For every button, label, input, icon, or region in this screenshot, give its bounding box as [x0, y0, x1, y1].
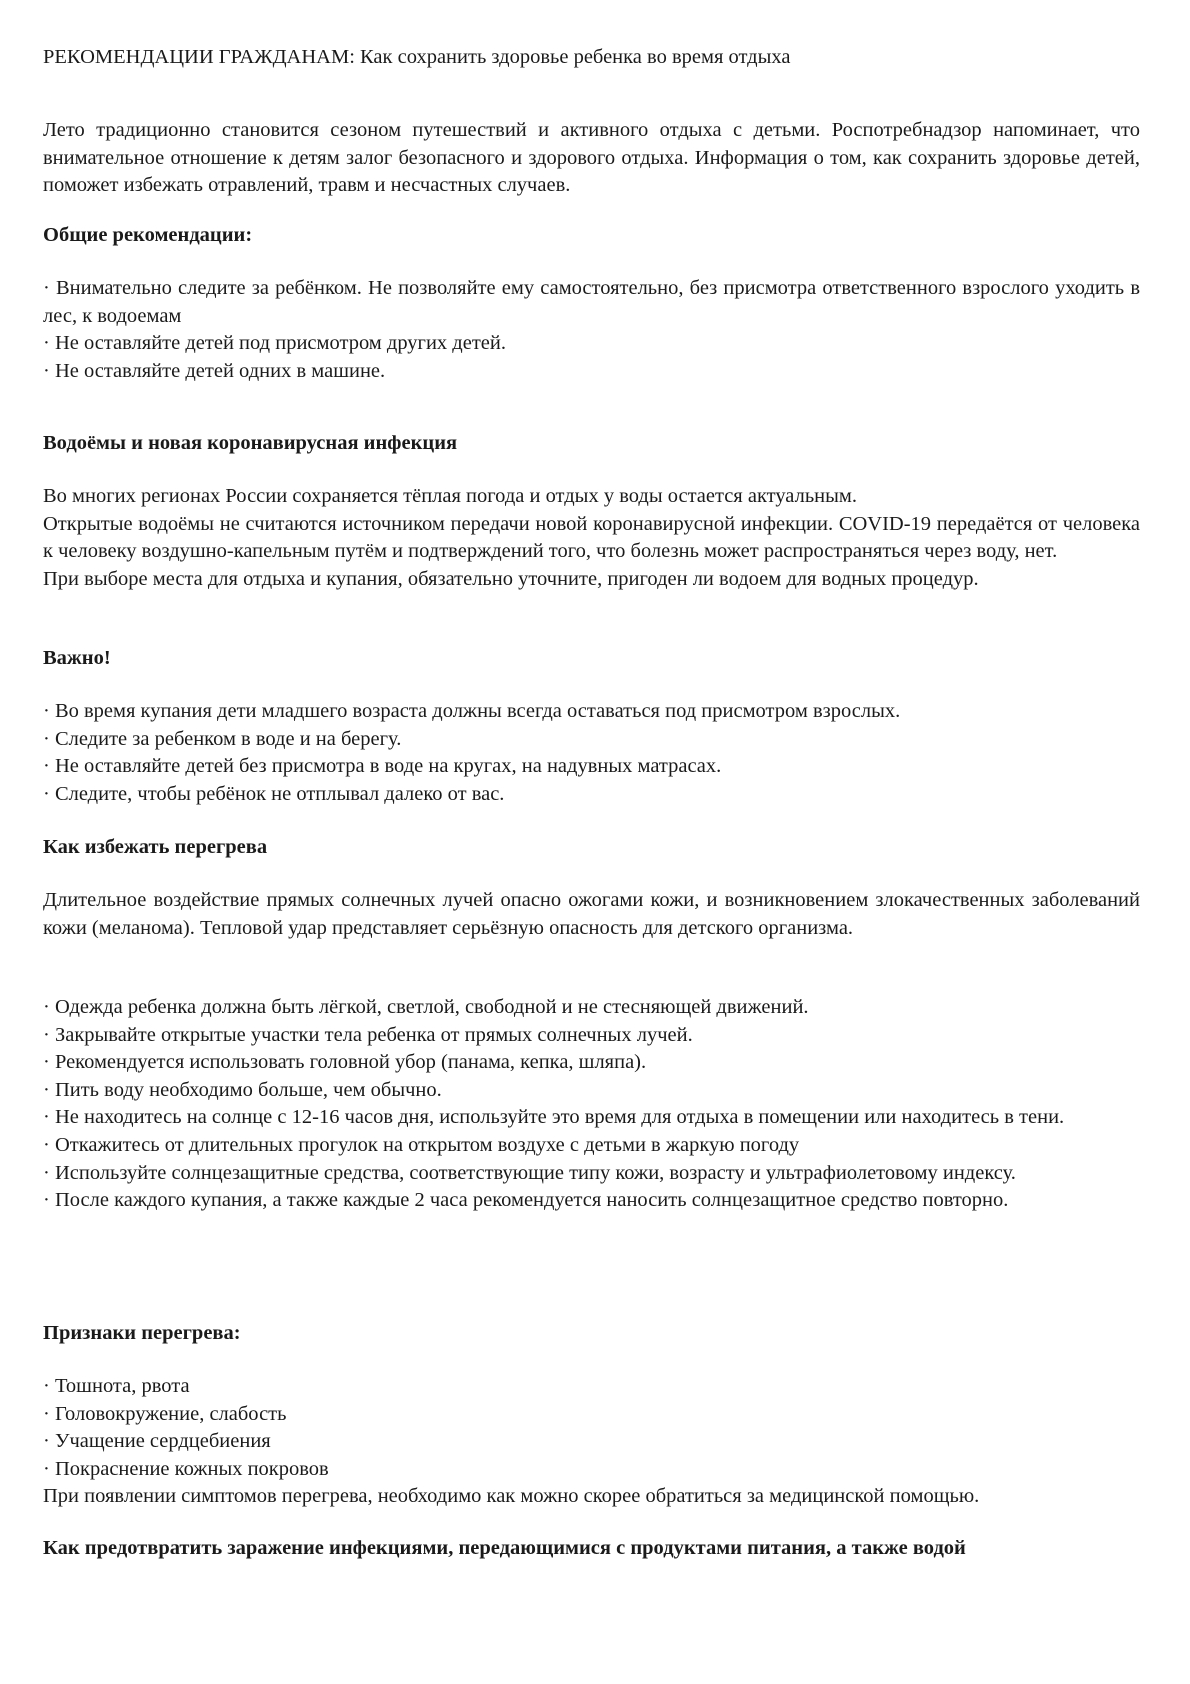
list-item: · Рекомендуется использовать головной убор (панама, кепка, шляпа). — [43, 1051, 647, 1074]
page-title: РЕКОМЕНДАЦИИ ГРАЖДАНАМ: Как сохранить здоровье ребенка во время отдыха — [43, 46, 791, 68]
signs-list — [43, 1373, 1140, 1511]
list-item: · Откажитесь от длительных прогулок на открытом воздухе с детьми в жаркую погоду — [43, 1133, 800, 1156]
list-item: · Не оставляйте детей под присмотром других детей. — [43, 332, 506, 355]
list-item: · Головокружение, слабость — [43, 1402, 287, 1425]
overheat-paragraph: Длительное воздействие прямых солнечных лучей опасно ожогами кожи, и возникновением злокачественных заболеваний кожи (меланома). Тепловой удар представляет серьёзную опасность для детского организма. — [43, 889, 1140, 939]
list-item: · Одежда ребенка должна быть лёгкой, светлой, свободной и не стесняющей движений. — [43, 996, 809, 1018]
list-item: · Следите за ребенком в воде и на берегу. — [43, 727, 402, 750]
list-item: · Внимательно следите за ребёнком. Не позволяйте ему самостоятельно, без присмотра ответственного взрослого уходить в лес, к водоемам — [43, 277, 1140, 327]
overheat-heading: Как избежать перегрева — [43, 836, 268, 858]
water-paragraph-3: При выборе места для отдыха и купания, обязательно уточните, пригоден ли водоем для водных процедур. — [43, 567, 979, 590]
list-item: · Учащение сердцебиения — [43, 1430, 271, 1453]
general-heading: Общие рекомендации: — [43, 224, 253, 246]
important-heading: Важно! — [43, 647, 111, 669]
list-item: · Закрывайте открытые участки тела ребенка от прямых солнечных лучей. — [43, 1023, 693, 1046]
overheat-list — [43, 994, 1140, 1215]
list-item: · Используйте солнцезащитные средства, соответствующие типу кожи, возрасту и ультрафиолетовому индексу. — [43, 1161, 1016, 1184]
important-list — [43, 698, 1140, 808]
list-item: · Следите, чтобы ребёнок не отплывал далеко от вас. — [43, 782, 505, 805]
general-list — [43, 275, 1140, 385]
signs-heading: Признаки перегрева: — [43, 1322, 241, 1344]
water-paragraph-2: Открытые водоёмы не считаются источником передачи новой коронавирусной инфекции. COVID-19 передаётся от человека к человеку воздушно-капельным путём и подтверждений того, что болезнь может распространяться через воду, нет. — [43, 512, 1140, 563]
list-item: · Во время купания дети младшего возраста должны всегда оставаться под присмотром взрослых. — [43, 700, 901, 722]
list-item: · Не находитесь на солнце с 12-16 часов дня, используйте это время для отдыха в помещении или находитесь в тени. — [43, 1106, 1065, 1129]
list-item: · Не оставляйте детей одних в машине. — [43, 359, 386, 382]
list-item: · Пить воду необходимо больше, чем обычно. — [43, 1078, 442, 1101]
water-heading: Водоёмы и новая коронавирусная инфекция — [43, 432, 458, 454]
infection-heading: Как предотвратить заражение инфекциями, передающимися с продуктами питания, а также водой — [43, 1537, 966, 1559]
water-section — [43, 483, 1140, 593]
list-item: · Не оставляйте детей без присмотра в воде на кругах, на надувных матрасах. — [43, 755, 722, 778]
list-item: · После каждого купания, а также каждые 2 часа рекомендуется наносить солнцезащитное средство повторно. — [43, 1189, 1009, 1212]
list-item: · Тошнота, рвота — [43, 1375, 190, 1397]
signs-note: При появлении симптомов перегрева, необходимо как можно скорее обратиться за медицинской помощью. — [43, 1485, 980, 1508]
list-item: · Покраснение кожных покровов — [43, 1457, 329, 1480]
water-paragraph-1: Во многих регионах России сохраняется тёплая погода и отдых у воды остается актуальным. — [43, 485, 858, 507]
intro-paragraph: Лето традиционно становится сезоном путешествий и активного отдыха с детьми. Роспотребнадзор напоминает, что внимательное отношение к детям залог безопасного и здорового отдыха. Информация о том, как сохранить здоровье детей, поможет избежать отравлений, травм и несчастных случаев. — [43, 119, 1140, 197]
